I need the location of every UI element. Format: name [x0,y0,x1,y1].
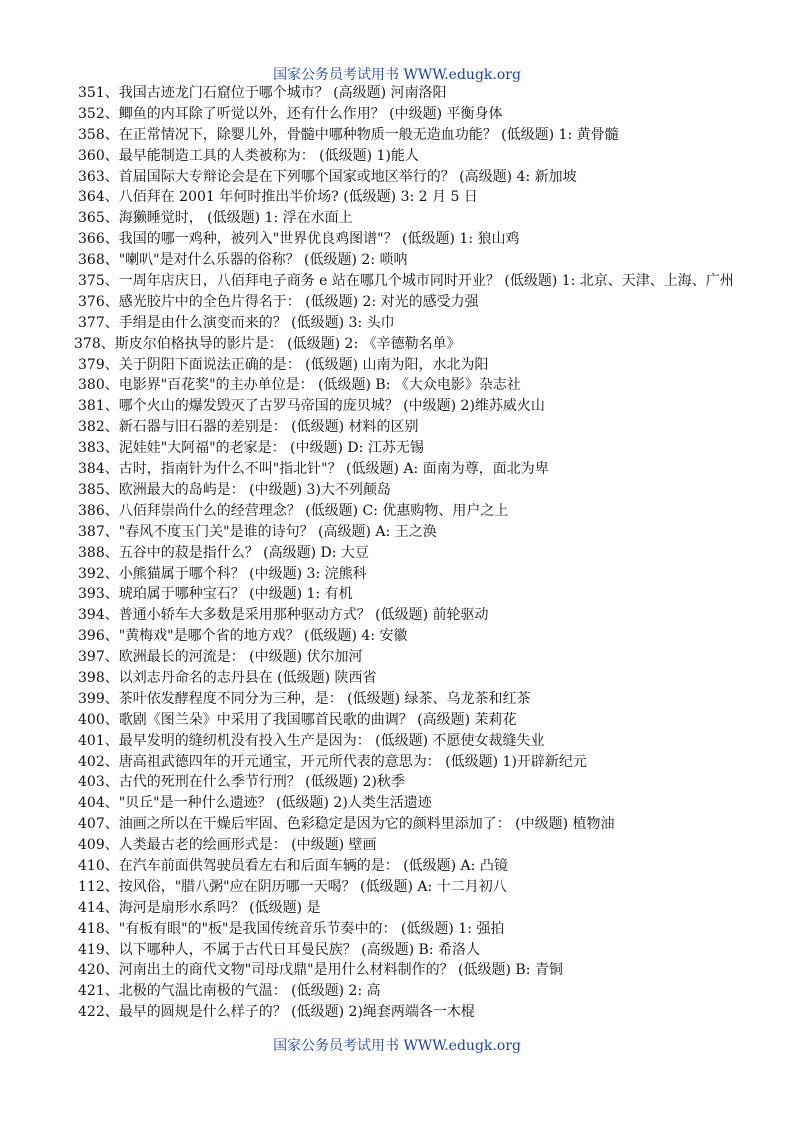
list-item: 358、在正常情况下，除婴儿外，骨髓中哪种物质一般无造血功能？ (低级题) 1: 黄骨髓 [78,126,619,143]
list-item: 363、首届国际大专辩论会是在下列哪个国家或地区举行的？ (高级题) 4: 新加坡 [78,168,577,185]
list-item: 377、手绢是由什么演变而来的？ (低级题) 3: 头巾 [78,314,395,331]
list-item: 366、我国的哪一鸡种，被列入"世界优良鸡图谱"？ (低级题) 1: 狼山鸡 [78,231,520,248]
list-item: 375、一周年店庆日，八佰拜电子商务 e 站在哪几个城市同时开业？ (低级题) 1: 北京、天津、上海、广州 [78,273,734,290]
list-item: 420、河南出土的商代文物"司母戊鼎"是用什么材料制作的？ (低级题) B: 青铜 [78,962,563,979]
list-item: 398、以刘志丹命名的志丹县在 (低级题) 陕西省 [78,669,377,686]
list-item: 418、"有板有眼"的"板"是我国传统音乐节奏中的： (低级题) 1: 强拍 [78,920,505,937]
list-item: 410、在汽车前面供驾驶员看左右和后面车辆的是： (低级题) A: 凸镜 [78,857,508,874]
list-item: 380、电影界"百花奖"的主办单位是： (低级题) B: 《大众电影》杂志社 [78,377,521,394]
list-item: 394、普通小轿车大多数是采用那种驱动方式？ (低级题) 前轮驱动 [78,607,489,624]
list-item: 404、"贝丘"是一种什么遗迹？ (低级题) 2)人类生活遗迹 [78,795,432,812]
list-item: 352、鲫鱼的内耳除了听觉以外，还有什么作用？ (中级题) 平衡身体 [78,105,503,122]
question-list [48,83,760,1023]
list-item: 409、人类最古老的绘画形式是： (中级题) 壁画 [78,837,377,854]
page-header: 国家公务员考试用书 WWW.edugk.org [273,67,521,83]
list-item: 419、以下哪种人，不属于古代日耳曼民族？ (高级题) B: 希洛人 [78,941,480,958]
list-item: 386、八佰拜崇尚什么的经营理念？ (低级题) C: 优惠购物、用户之上 [78,502,509,519]
list-item: 421、北极的气温比南极的气温： (低级题) 2: 高 [78,983,381,1000]
list-item: 400、歌剧《图兰朵》中采用了我国哪首民歌的曲调？ (高级题) 茉莉花 [78,711,517,728]
list-item: 351、我国古迹龙门石窟位于哪个城市？ (高级题) 河南洛阳 [78,85,447,101]
list-item: 381、哪个火山的爆发毁灭了古罗马帝国的庞贝城？ (中级题) 2)维苏威火山 [78,398,545,415]
list-item: 393、琥珀属于哪种宝石？ (中级题) 1: 有机 [78,586,353,603]
list-item: 397、欧洲最长的河流是： (中级题) 伏尔加河 [78,649,363,666]
list-item: 112、按风俗，"腊八粥"应在阴历哪一天喝？ (低级题) A: 十二月初八 [78,878,507,895]
list-item: 388、五谷中的菽是指什么？ (高级题) D: 大豆 [78,544,369,561]
list-item: 396、"黄梅戏"是哪个省的地方戏？ (低级题) 4: 安徽 [78,628,408,645]
list-item: 392、小熊猫属于哪个科？ (中级题) 3: 浣熊科 [78,565,367,582]
list-item: 384、古时，指南针为什么不叫"指北针"？ (低级题) A: 面南为尊，面北为卑 [78,461,549,478]
list-item: 385、欧洲最大的岛屿是： (中级题) 3)大不列颠岛 [78,481,391,498]
list-item: 402、唐高祖武德四年的开元通宝，开元所代表的意思为： (低级题) 1)开辟新纪元 [78,753,587,770]
list-item: 401、最早发明的缝纫机没有投入生产是因为： (低级题) 不愿使女裁缝失业 [78,732,545,749]
list-item: 378、斯皮尔伯格执导的影片是： (低级题) 2: 《辛德勒名单》 [74,335,461,352]
list-item: 382、新石器与旧石器的差别是： (低级题) 材料的区别 [78,419,419,436]
list-item: 360、最早能制造工具的人类被称为： (低级题) 1)能人 [78,147,419,164]
list-item: 399、茶叶依发酵程度不同分为三种，是： (低级题) 绿茶、乌龙茶和红茶 [78,690,531,707]
list-item: 376、感光胶片中的全色片得名于： (低级题) 2: 对光的感受力强 [78,293,479,310]
page-footer: 国家公务员考试用书 WWW.edugk.org [273,1038,521,1054]
list-item: 403、古代的死刑在什么季节行刑？ (低级题) 2)秋季 [78,774,405,791]
list-item: 387、"春风不度玉门关"是谁的诗句？ (高级题) A: 王之涣 [78,523,437,540]
list-item: 364、八佰拜在 2001 年何时推出半价场? (低级题) 3: 2 月 5 日 [78,189,478,206]
list-item: 422、最早的圆规是什么样子的？ (低级题) 2)绳套两端各一木棍 [78,1004,475,1021]
list-item: 414、海河是扇形水系吗？ (低级题) 是 [78,899,321,916]
list-item: 379、关于阴阳下面说法正确的是： (低级题) 山南为阳，水北为阳 [78,356,489,373]
list-item: 407、油画之所以在干燥后牢固、色彩稳定是因为它的颜料里添加了： (中级题) 植物油 [78,816,615,833]
list-item: 368、"喇叭"是对什么乐器的俗称？ (低级题) 2: 唢呐 [78,252,408,269]
list-item: 383、泥娃娃"大阿福"的老家是： (中级题) D: 江苏无锡 [78,440,424,457]
list-item: 365、海獭睡觉时， (低级题) 1: 浮在水面上 [78,210,353,227]
